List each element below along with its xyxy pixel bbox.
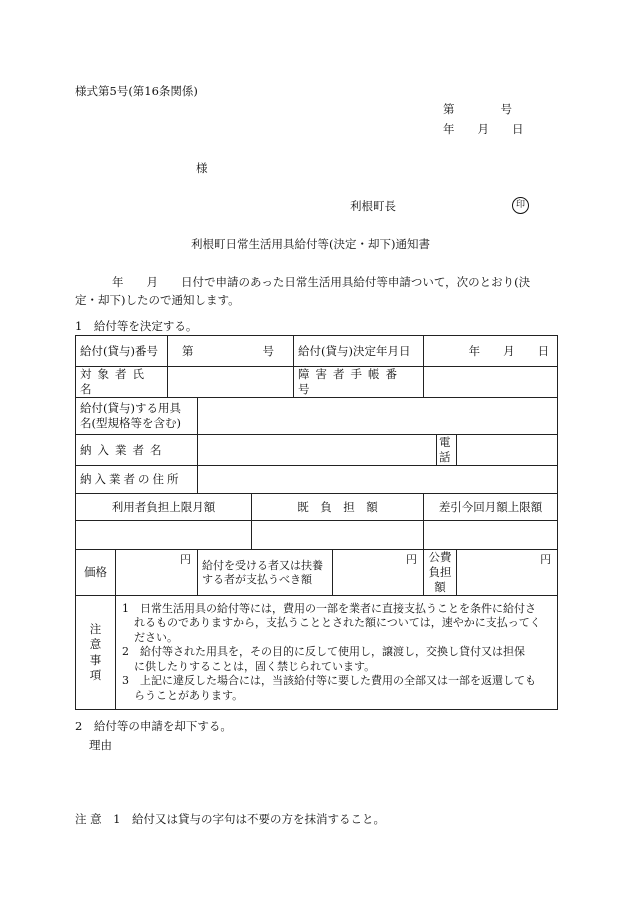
grant-number-label: 給付(貸与)番号 [76,336,168,367]
decision-table [75,335,558,710]
price-field[interactable] [116,550,198,596]
notes-label: 注意事項 [89,621,102,682]
payer-amount-label-line1: 給付を受ける者又は扶養 [202,558,324,572]
note-line: 2 給付等された用具を，その目的に反して使用し，譲渡し，交換し貸付又は担保 [122,645,525,659]
yen-unit: 円 [406,553,418,566]
phone-field[interactable] [457,435,558,466]
user-limit-header: 利用者負担上限月額 [76,494,252,521]
reason-label: 理由 [89,738,112,752]
price-label: 価格 [76,550,116,596]
footer-note: 注 意 1 給付又は貸与の字句は不要の方を抹消すること。 [75,812,385,826]
certificate-number-field[interactable] [424,367,558,398]
yen-unit: 円 [540,553,552,566]
intro-text-line1: 年 月 日付で申請のあった日常生活用具給付等申請ついて，次のとおり(決 [112,275,531,289]
already-paid-header: 既 負 担 額 [252,494,424,521]
document-number: 第 号 [443,102,512,116]
payer-amount-label [198,550,333,596]
vendor-name-field[interactable] [198,435,437,466]
note-line: ださい。 [134,630,178,644]
payer-amount-field[interactable] [333,550,424,596]
note-line: らうことがあります。 [134,688,244,702]
public-expense-field[interactable] [457,550,558,596]
yen-unit: 円 [180,553,192,566]
note-line: に供したりすることは，固く禁じられています。 [134,659,376,673]
vendor-name-label: 納入業者名 [76,435,198,466]
grant-number-value[interactable]: 第 号 [168,336,294,367]
notes-body [116,596,558,710]
note-line: れるものでありますから，支払うこととされた額については，速やかに支払ってく [134,616,541,630]
already-paid-field[interactable] [252,521,424,550]
vendor-address-label: 納入業者の住所 [76,466,198,494]
form-number: 様式第5号(第16条関係) [75,84,198,98]
certificate-number-label: 障害者手帳番号 [294,367,424,398]
public-expense-label: 公費負担額 [424,550,457,596]
decision-date-label: 給付(貸与)決定年月日 [294,336,424,367]
item-name-label [76,398,198,435]
vendor-address-field[interactable] [198,466,558,494]
payer-amount-label-line2: する者が支払うべき額 [202,572,313,586]
note-line: 1 日常生活用具の給付等には，費用の一部を業者に直接支払うことを条件に給付さ [122,601,536,615]
issuer-name: 利根町長 [350,199,396,213]
item-name-label-line1: 給付(貸与)する用具 [80,401,181,415]
remaining-limit-field[interactable] [424,521,558,550]
user-limit-field[interactable] [76,521,252,550]
phone-label: 電話 [437,435,457,466]
addressee-suffix: 様 [196,161,208,175]
issue-date: 年 月 日 [443,122,524,136]
remaining-limit-header: 差引今回月額上限額 [424,494,558,521]
item-name-label-line2: 名(型規格等を含む) [80,416,181,430]
section1-heading: 1 給付等を決定する。 [75,319,198,333]
item-name-field[interactable] [198,398,558,435]
notes-label-cell [76,596,116,710]
document-title: 利根町日常生活用具給付等(決定・却下)通知書 [191,237,430,251]
seal-mark: 印 [512,197,529,214]
recipient-name-field[interactable] [168,367,294,398]
note-line: 3 上記に違反した場合には，当該給付等に要した費用の全部又は一部を返還しても [122,674,536,688]
decision-date-value[interactable]: 年 月 日 [424,336,558,367]
intro-text-line2: 定・却下)したので通知します。 [75,293,240,307]
section2-heading: 2 給付等の申請を却下する。 [75,719,232,733]
recipient-name-label: 対象者氏名 [76,367,168,398]
